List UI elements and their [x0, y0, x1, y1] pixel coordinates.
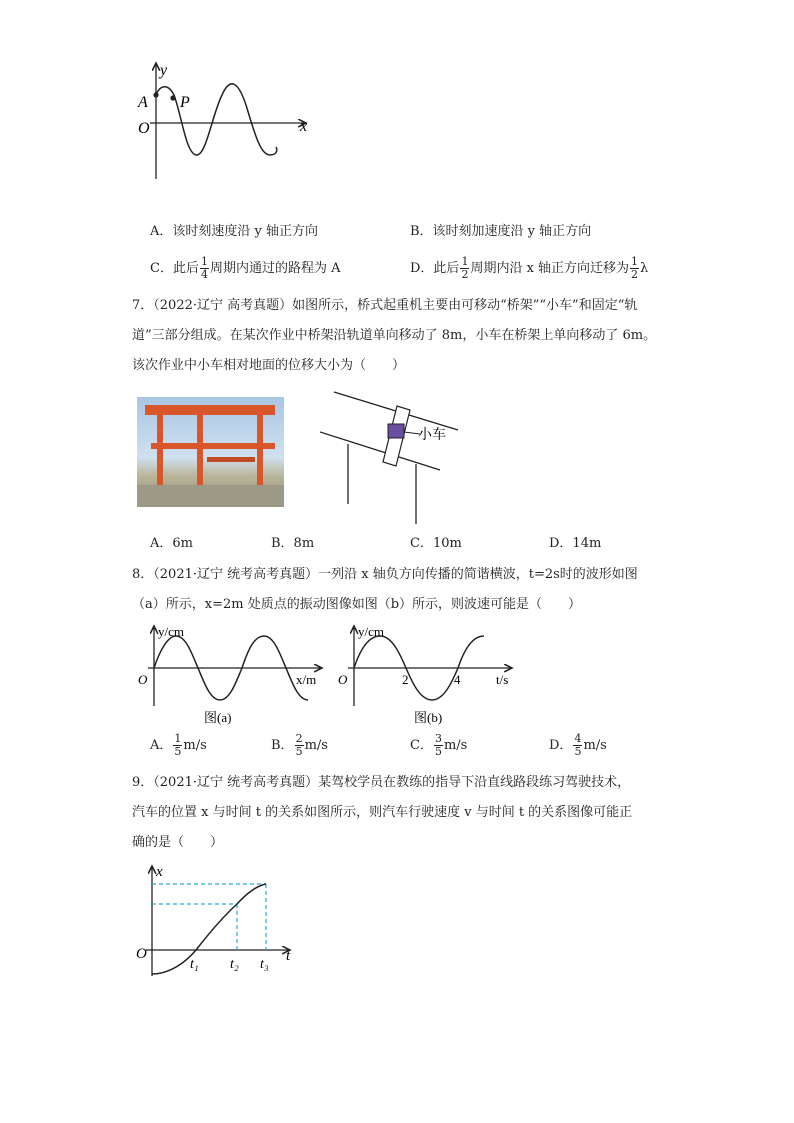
q8-option-b — [271, 733, 328, 759]
q7-option-d: D．14m — [549, 536, 602, 551]
point-a — [153, 92, 158, 97]
origin-label: O — [338, 672, 348, 687]
crane-mid-beam — [151, 443, 275, 449]
denominator: 5 — [434, 745, 442, 758]
t3-label: t₃ — [260, 957, 269, 972]
fraction — [434, 733, 443, 758]
figure-caption: 图(a) — [204, 710, 232, 725]
y-axis-label: y/cm — [358, 624, 384, 639]
q6-option-d-post: 周期内沿 x 轴正方向迁移为 — [470, 261, 630, 276]
fraction — [200, 256, 209, 281]
point-p — [170, 95, 175, 100]
figure-caption: 图(b) — [414, 710, 443, 725]
crane-right-leg — [257, 415, 263, 487]
q8-figure-b — [330, 620, 520, 730]
q7-stem-line3: 该次作业中小车相对地面的位移大小为（ ） — [132, 358, 406, 373]
denominator: 5 — [574, 745, 582, 758]
q6-wave-figure — [130, 55, 320, 190]
numerator: 1 — [174, 732, 182, 745]
crane-photo — [137, 397, 284, 507]
ground — [137, 485, 284, 507]
point-p-label: P — [180, 94, 190, 111]
q6-option-c — [150, 256, 340, 282]
q8-option-c — [410, 733, 467, 759]
denominator: 4 — [200, 268, 208, 281]
crane-top-beam — [145, 405, 275, 415]
option-letter: B． — [271, 738, 294, 753]
fraction — [173, 733, 182, 758]
cart-label: 小车 — [418, 428, 446, 443]
y-axis-label: y — [160, 62, 168, 79]
amplitude-label: A — [138, 94, 148, 111]
denominator: 5 — [174, 745, 182, 758]
q8-option-a — [150, 733, 207, 759]
tick-label-2: 2 — [402, 672, 409, 687]
x-axis-label: x — [300, 118, 308, 135]
q6-option-b: B．该时刻加速度沿 y 轴正方向 — [410, 224, 592, 239]
crane-diagram — [320, 386, 460, 524]
tick-label-4: 4 — [454, 672, 461, 687]
x-axis-label: x/m — [296, 672, 317, 687]
fraction — [573, 733, 582, 758]
numerator: 1 — [200, 255, 208, 268]
option-unit: m/s — [183, 738, 207, 753]
option-letter: A． — [150, 738, 173, 753]
q9-stem-line1: 9．（2021·辽宁 统考高考真题）某驾校学员在教练的指导下沿直线路段练习驾驶技术， — [132, 775, 631, 790]
q8-stem-line2: （a）所示，x=2m 处质点的振动图像如图（b）所示，则波速可能是（ ） — [132, 597, 582, 612]
q6-option-d — [410, 256, 648, 282]
wave-curve — [156, 84, 277, 155]
q6-option-c-post: 周期内通过的路程为 A — [209, 261, 341, 276]
x-axis-label: t — [286, 948, 291, 964]
q7-option-b: B．8m — [271, 536, 315, 551]
q7-option-c: C．10m — [410, 536, 462, 551]
cart-box — [388, 424, 404, 438]
origin-label: O — [138, 120, 150, 137]
q7-option-a: A．6m — [150, 536, 193, 551]
numerator: 3 — [434, 732, 442, 745]
denominator: 2 — [461, 268, 469, 281]
option-unit: m/s — [304, 738, 328, 753]
option-unit: m/s — [443, 738, 468, 753]
y-axis-label: x — [156, 864, 163, 880]
q8-option-d — [549, 733, 607, 759]
q8-figure-a — [130, 620, 330, 730]
q6-option-a: A．该时刻速度沿 y 轴正方向 — [150, 224, 318, 239]
origin-label: O — [138, 672, 148, 687]
crane-left-leg-2 — [197, 415, 203, 487]
q9-stem-line2: 汽车的位置 x 与时间 t 的关系如图所示，则汽车行驶速度 v 与时间 t 的关系图像可能正 — [132, 805, 633, 820]
q7-stem-line2: 道”三部分组成。在某次作业中桥架沿轨道单向移动了 8m，小车在桥架上单向移动了 6m。 — [132, 328, 657, 343]
x-axis-label: t/s — [496, 672, 509, 687]
crane-cross-beam — [207, 457, 255, 462]
option-letter: D． — [549, 738, 573, 753]
crane-left-leg — [157, 415, 163, 487]
q6-option-d-pre: D．此后 — [410, 261, 460, 276]
t2-label: t₂ — [230, 957, 239, 972]
denominator: 5 — [295, 745, 303, 758]
t1-label: t₁ — [190, 957, 199, 972]
q9-position-time-graph — [130, 858, 305, 978]
option-letter: C． — [410, 738, 433, 753]
q7-stem-line1: 7．（2022·辽宁 高考真题）如图所示，桥式起重机主要由可移动“桥架”“小车”和固定“轨 — [132, 298, 638, 313]
position-curve — [152, 884, 266, 974]
fraction — [630, 256, 639, 281]
q8-stem-line1: 8．（2021·辽宁 统考高考真题）一列沿 x 轴负方向传播的简谐横波，t=2s时的波形如图 — [132, 567, 638, 582]
numerator: 1 — [461, 255, 469, 268]
denominator: 2 — [631, 268, 639, 281]
fraction — [295, 733, 304, 758]
numerator: 1 — [631, 255, 639, 268]
option-unit: m/s — [583, 738, 607, 753]
fraction — [460, 256, 469, 281]
q6-option-c-pre: C．此后 — [150, 261, 199, 276]
numerator: 2 — [295, 732, 303, 745]
q6-option-d-end: λ — [640, 261, 649, 276]
origin-label: O — [136, 946, 147, 962]
q9-stem-line3: 确的是（ ） — [132, 835, 224, 850]
y-axis-label: y/cm — [158, 624, 184, 639]
numerator: 4 — [574, 732, 582, 745]
